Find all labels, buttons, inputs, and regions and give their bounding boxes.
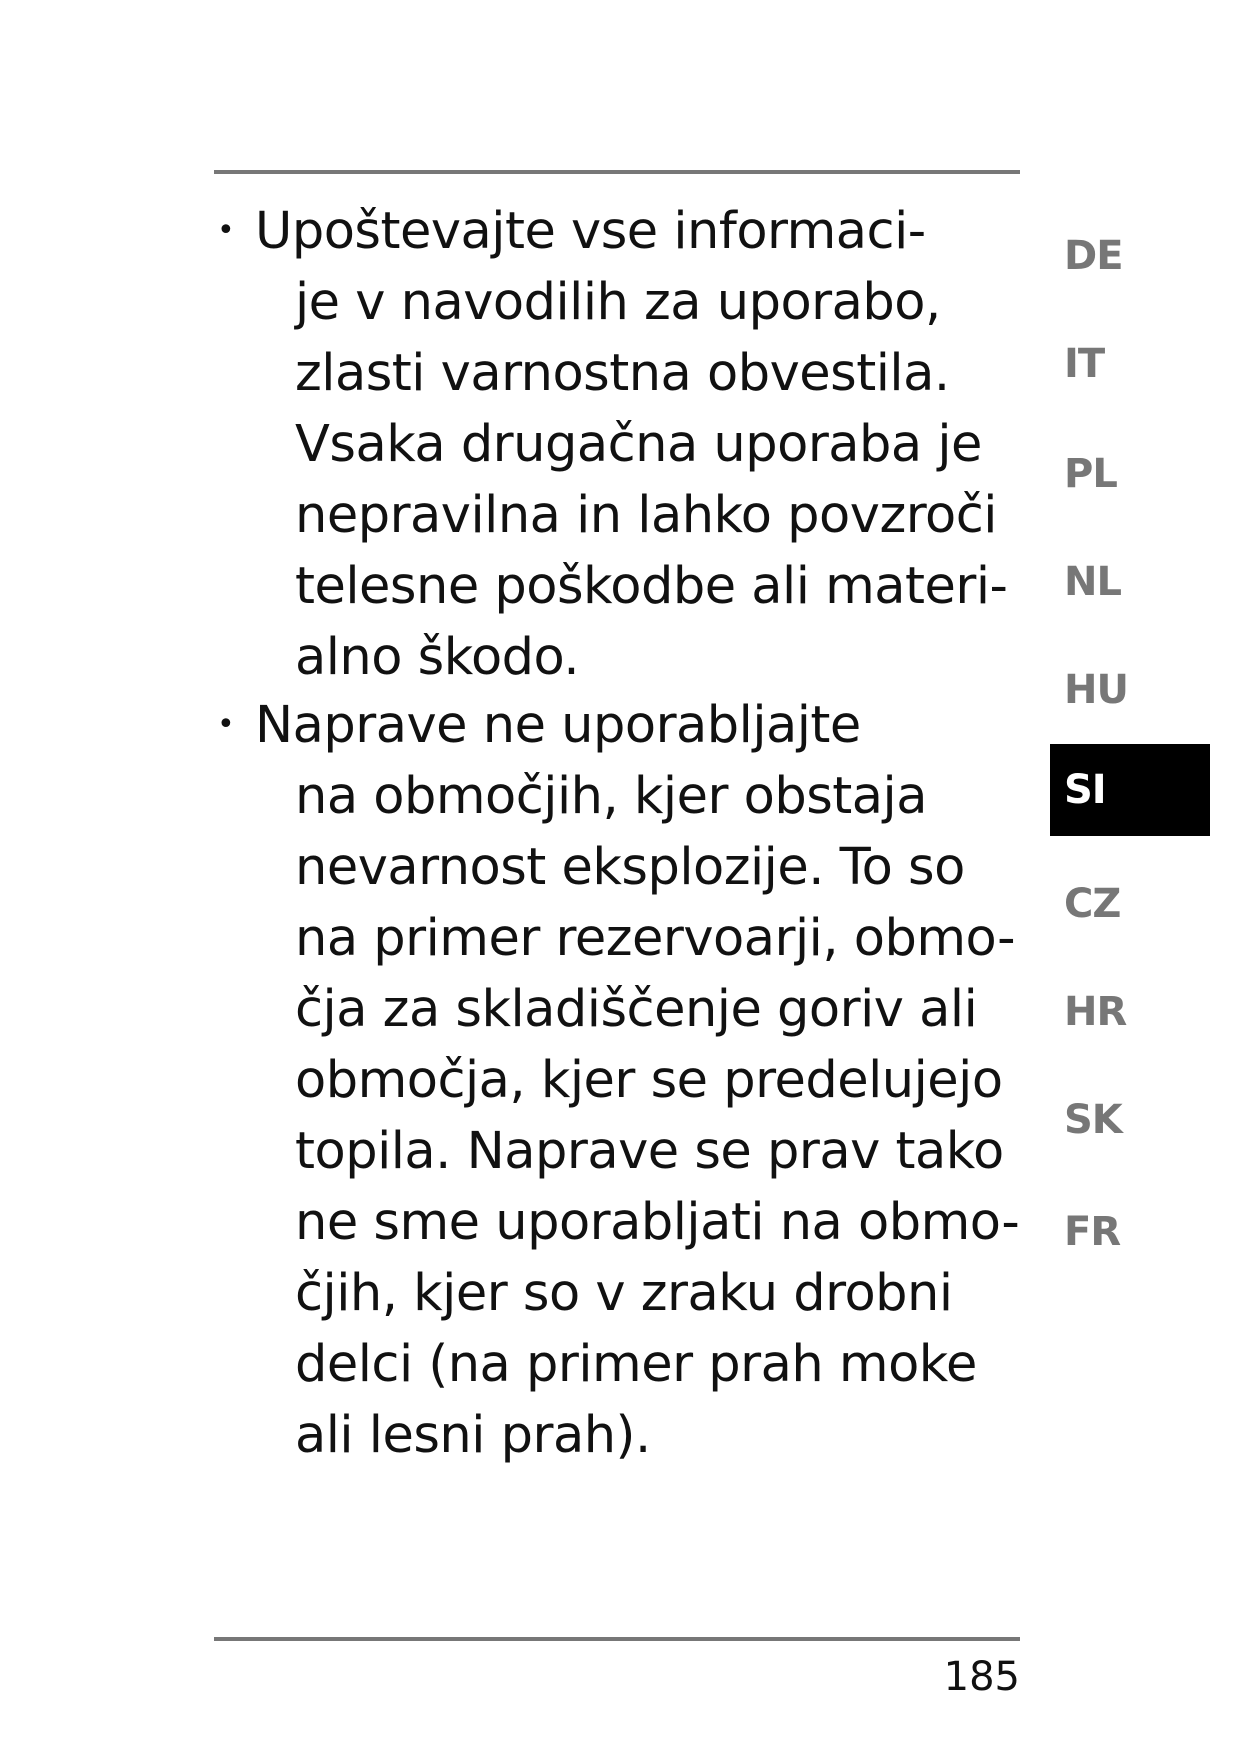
text-line: delci (na primer prah moke — [295, 1335, 977, 1394]
text-line: območja, kjer se predelujejo — [295, 1051, 1003, 1110]
text-line: topila. Naprave se prav tako — [295, 1122, 1004, 1181]
language-tab-si[interactable]: SI — [1050, 744, 1210, 836]
text-line: na primer rezervoarji, obmo- — [295, 909, 1016, 968]
safety-bullet-list — [205, 196, 1035, 1471]
text-line: Upoštevajte vse informaci- — [255, 202, 926, 261]
language-tab-hr[interactable]: HR — [1064, 989, 1127, 1035]
language-tab-nl[interactable]: NL — [1064, 559, 1121, 605]
language-tab-fr[interactable]: FR — [1064, 1209, 1121, 1255]
language-tab-cz[interactable]: CZ — [1064, 881, 1121, 927]
text-line: nepravilna in lahko povzroči — [295, 486, 997, 545]
text-line: na območjih, kjer obstaja — [295, 767, 927, 826]
text-line: ne sme uporabljati na obmo- — [295, 1193, 1020, 1252]
text-line: zlasti varnostna obvestila. — [295, 344, 950, 403]
page-number: 185 — [943, 1654, 1020, 1700]
text-line: alno škodo. — [295, 628, 580, 687]
bullet-dot: • — [217, 213, 235, 248]
text-line: čja za skladiščenje goriv ali — [295, 980, 978, 1039]
main-content — [205, 196, 1035, 1471]
text-line: Naprave ne uporabljajte — [255, 696, 861, 755]
text-line: Vsaka drugačna uporaba je — [295, 415, 982, 474]
language-tab-pl[interactable]: PL — [1064, 451, 1117, 497]
text-line: je v navodilih za uporabo, — [295, 273, 941, 332]
language-tab-de[interactable]: DE — [1064, 233, 1123, 279]
bullet-item — [205, 196, 1035, 693]
bullet-dot: • — [217, 707, 235, 742]
text-line: čjih, kjer so v zraku drobni — [295, 1264, 953, 1323]
language-tab-sk[interactable]: SK — [1064, 1097, 1122, 1143]
bullet-item — [205, 690, 1035, 1471]
text-line: nevarnost eksplozije. To so — [295, 838, 965, 897]
text-line: telesne poškodbe ali materi- — [295, 557, 1008, 616]
text-line: ali lesni prah). — [295, 1406, 651, 1465]
top-rule — [214, 170, 1020, 174]
language-tab-it[interactable]: IT — [1064, 341, 1105, 387]
language-tab-hu[interactable]: HU — [1064, 667, 1128, 713]
bottom-rule — [214, 1637, 1020, 1641]
